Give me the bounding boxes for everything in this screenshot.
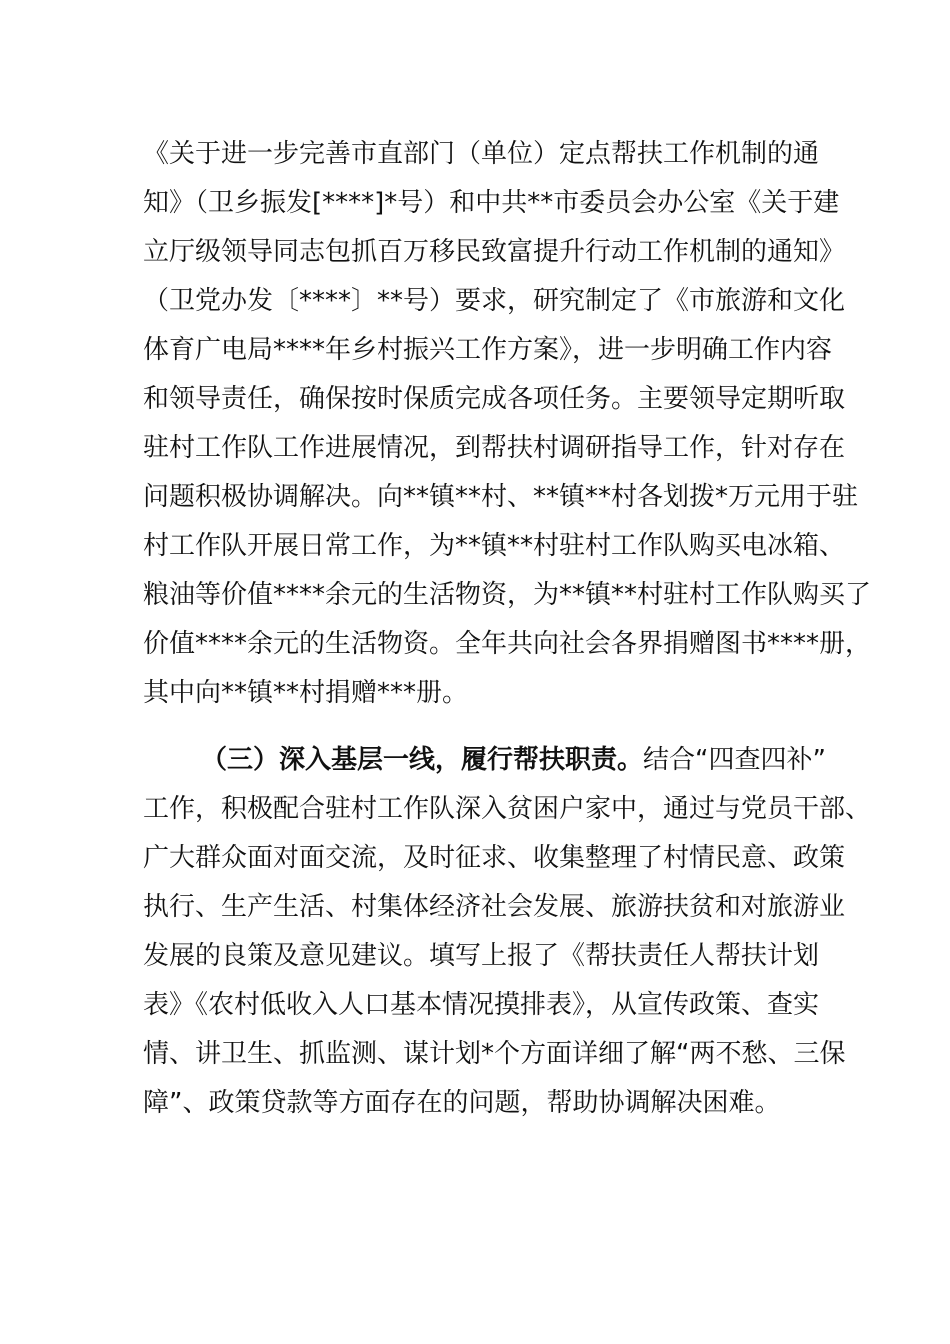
paragraph-1-line: 价值****余元的生活物资。全年共向社会各界捐赠图书****册， xyxy=(143,629,872,659)
paragraph-2-line: 障”、政策贷款等方面存在的问题，帮助协调解决困难。 xyxy=(143,1088,781,1118)
paragraph-2-first-line xyxy=(201,743,826,777)
paragraph-2-line: 广大群众面对面交流，及时征求、收集整理了村情民意、政策 xyxy=(143,843,846,873)
paragraph-1-line: 粮油等价值****余元的生活物资，为**镇**村驻村工作队购买了 xyxy=(143,580,872,610)
paragraph-1-line: 体育广电局****年乡村振兴工作方案》，进一步明确工作内容 xyxy=(143,335,833,365)
paragraph-1-line: 问题积极协调解决。向**镇**村、**镇**村各划拨*万元用于驻 xyxy=(143,482,859,512)
paragraph-1-line: （卫党办发〔****〕**号）要求，研究制定了《市旅游和文化 xyxy=(143,286,846,316)
paragraph-1-line: 立厅级领导同志包抓百万移民致富提升行动工作机制的通知》 xyxy=(143,237,846,267)
paragraph-2-line: 工作，积极配合驻村工作队深入贫困户家中，通过与党员干部、 xyxy=(143,794,872,824)
paragraph-1-line: 驻村工作队工作进展情况，到帮扶村调研指导工作，针对存在 xyxy=(143,433,846,463)
paragraph-2-line: 执行、生产生活、村集体经济社会发展、旅游扶贫和对旅游业 xyxy=(143,892,846,922)
paragraph-1-line: 其中向**镇**村捐赠***册。 xyxy=(143,678,469,708)
paragraph-1-line: 村工作队开展日常工作，为**镇**村驻村工作队购买电冰箱、 xyxy=(143,531,846,561)
paragraph-2-first-line-text: 结合“四查四补” xyxy=(643,745,826,775)
section-heading: （三）深入基层一线，履行帮扶职责。 xyxy=(201,745,644,775)
paragraph-2-line: 表》《农村低收入人口基本情况摸排表》，从宣传政策、查实 xyxy=(143,990,820,1020)
paragraph-1-line: 和领导责任，确保按时保质完成各项任务。主要领导定期听取 xyxy=(143,384,846,414)
paragraph-1-line: 《关于进一步完善市直部门（单位）定点帮扶工作机制的通 xyxy=(143,139,820,169)
paragraph-2-line: 情、讲卫生、抓监测、谋计划*个方面详细了解“两不愁、三保 xyxy=(143,1039,846,1069)
paragraph-1-line: 知》（卫乡振发[****]*号）和中共**市委员会办公室《关于建 xyxy=(143,188,840,218)
paragraph-2-line: 发展的良策及意见建议。填写上报了《帮扶责任人帮扶计划 xyxy=(143,941,820,971)
